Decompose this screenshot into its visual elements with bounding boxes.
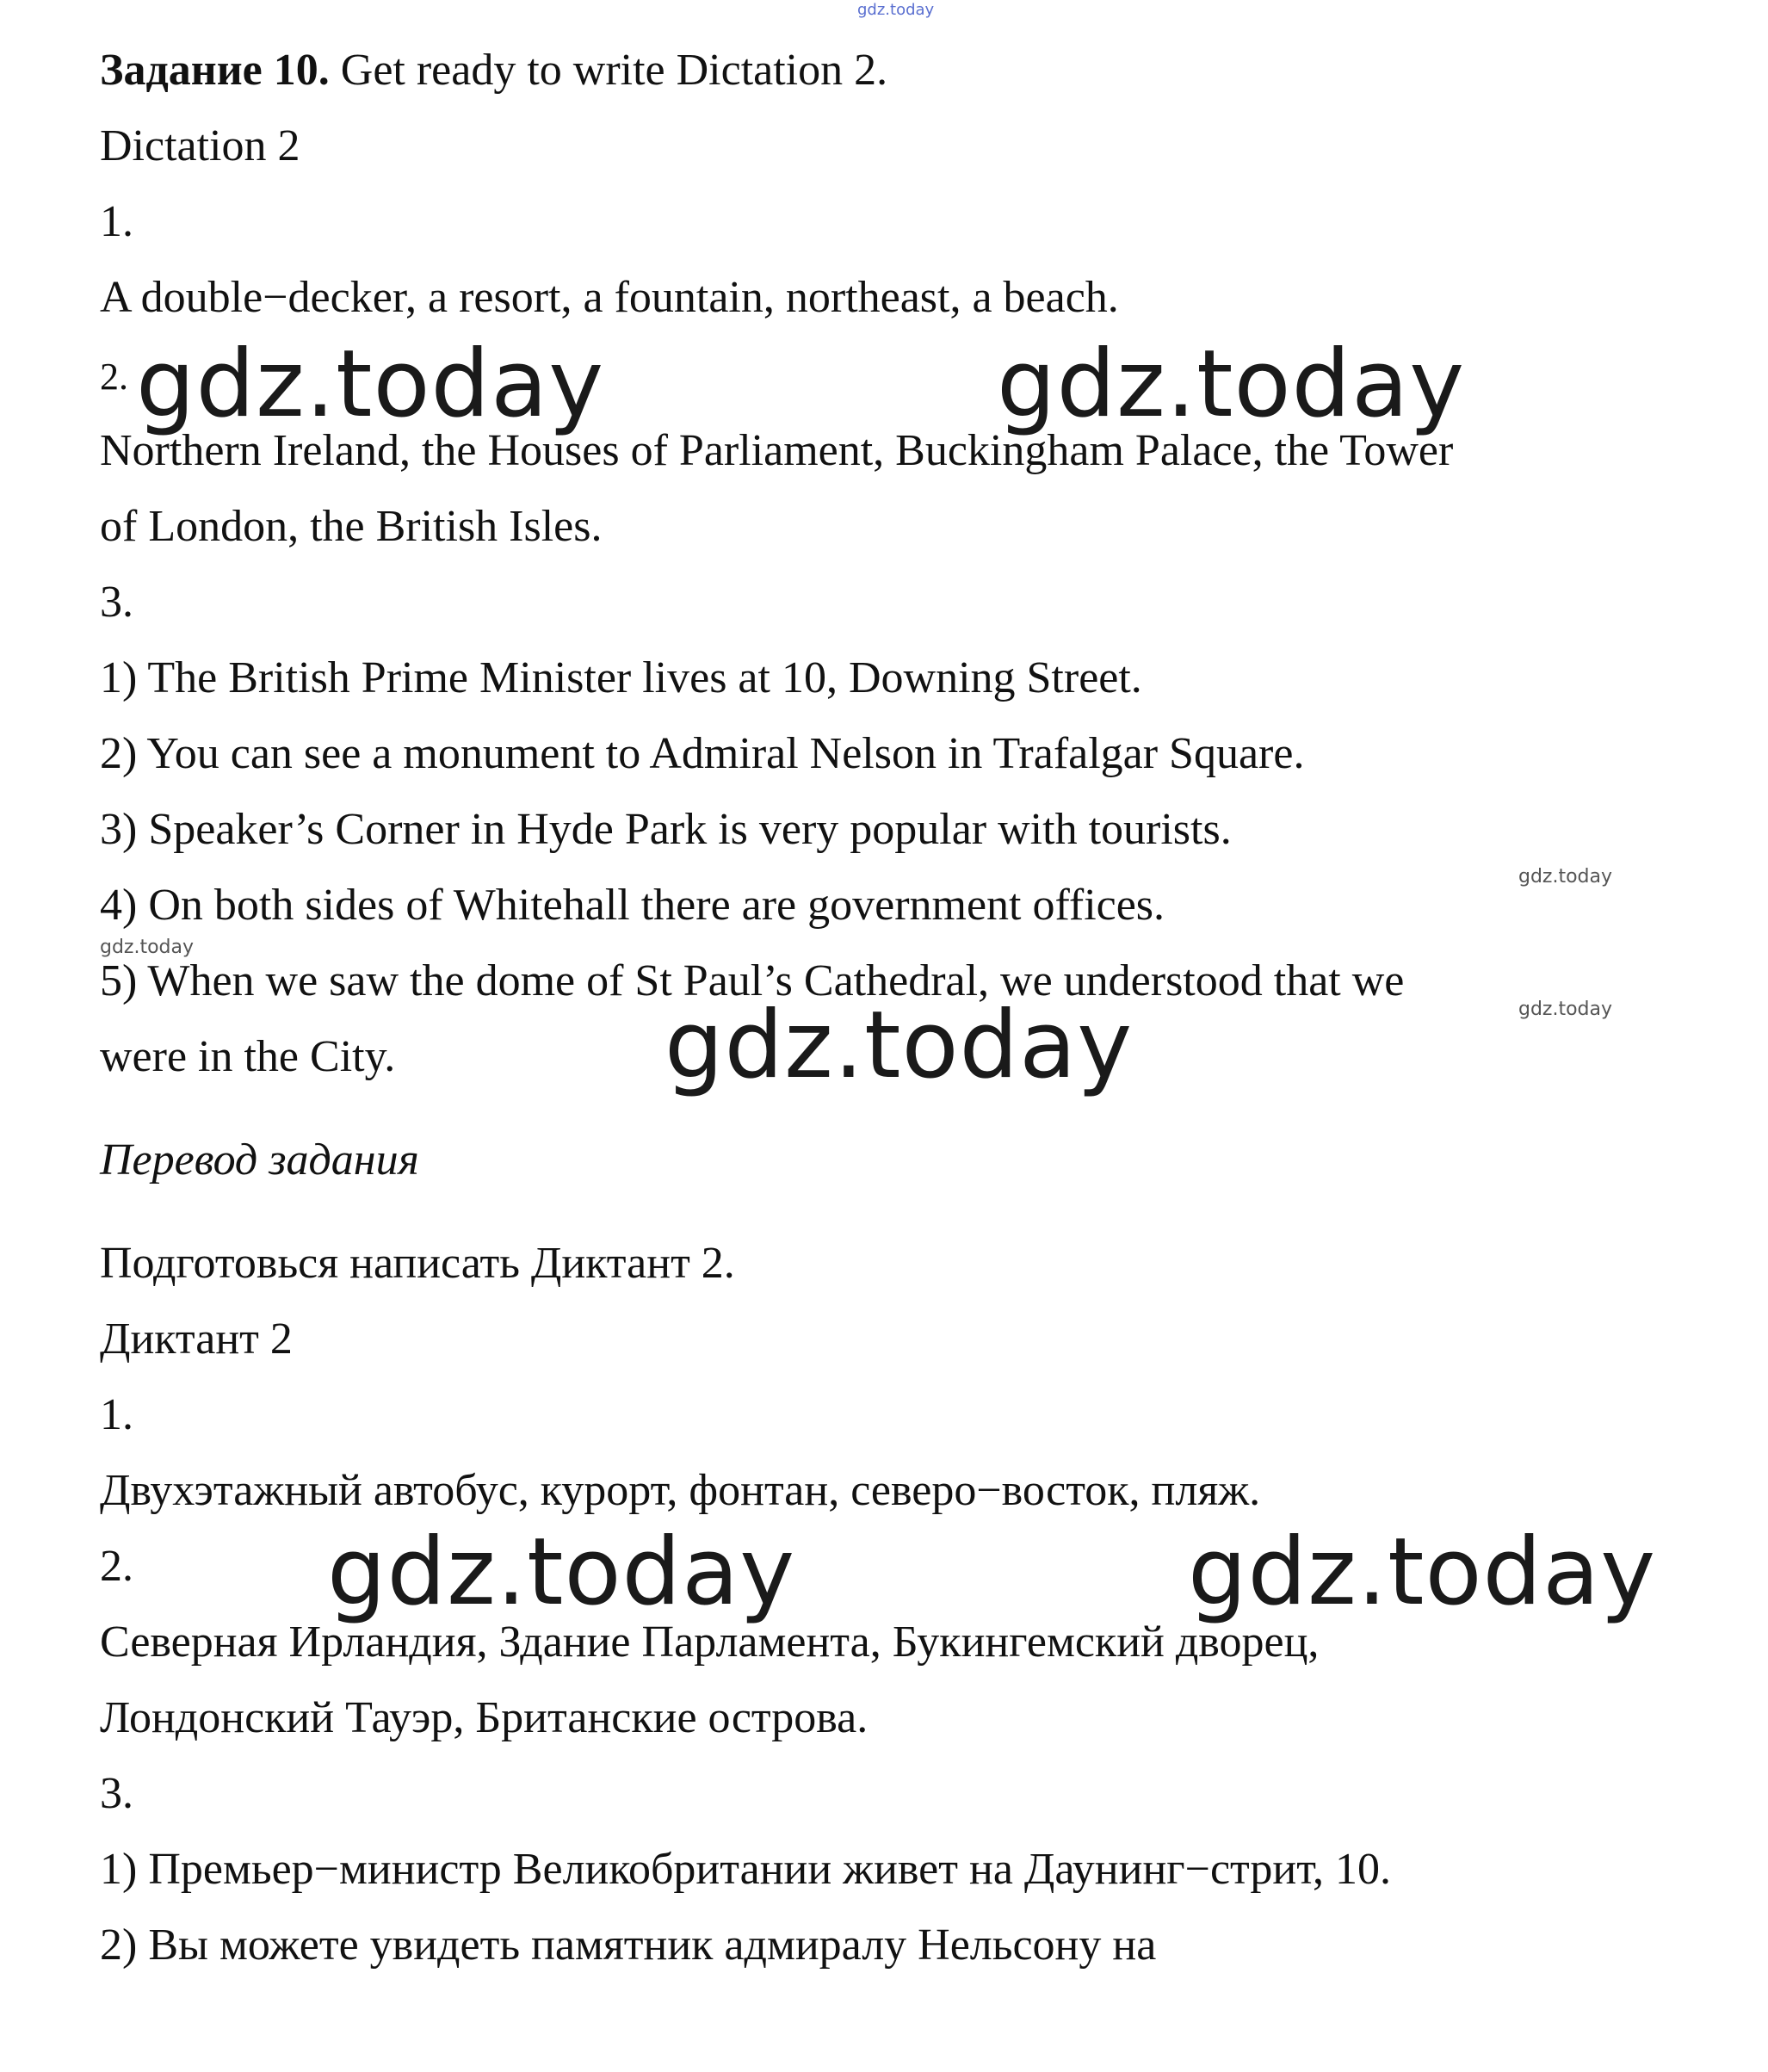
en-section-2-line: of London, the British Isles. — [100, 502, 603, 551]
watermark-large: gdz.today — [665, 992, 1134, 1099]
en-sentence: 4) On both sides of Whitehall there are government offices. — [100, 881, 1165, 930]
watermark-small: gdz.today — [1518, 999, 1613, 1020]
watermark-large: gdz.today — [327, 1518, 796, 1626]
en-section-1-number: 1. — [100, 197, 133, 246]
en-sentence: 2) You can see a monument to Admiral Nelson in Trafalgar Square. — [100, 729, 1305, 778]
watermark-large: gdz.today — [997, 331, 1466, 438]
en-section-2-line: Northern Ireland, the Houses of Parliament, Buckingham Palace, the Tower — [100, 426, 1454, 475]
ru-section-2-line: Лондонский Тауэр, Британские острова. — [100, 1693, 869, 1742]
en-sentence: were in the City. — [100, 1032, 396, 1081]
ru-section-2-line: Северная Ирландия, Здание Парламента, Букингемский дворец, — [100, 1617, 1320, 1667]
watermark-top: gdz.today — [857, 1, 935, 19]
en-section-3-number: 3. — [100, 578, 133, 627]
ru-section-1-text: Двухэтажный автобус, курорт, фонтан, северо−восток, пляж. — [100, 1466, 1261, 1515]
ru-title: Диктант 2 — [100, 1314, 293, 1364]
watermark-large: gdz.today — [136, 331, 605, 438]
ru-sentence: 2) Вы можете увидеть памятник адмиралу Нельсону на — [100, 1920, 1157, 1970]
ru-sentence: 1) Премьер−министр Великобритании живет на Даунинг−стрит, 10. — [100, 1845, 1392, 1894]
ru-instruction: Подготовься написать Диктант 2. — [100, 1239, 735, 1288]
en-section-1-text: A double−decker, a resort, a fountain, northeast, a beach. — [100, 273, 1119, 322]
ru-section-1-number: 1. — [100, 1390, 133, 1439]
watermark-small: gdz.today — [100, 937, 195, 958]
watermark-large: gdz.today — [1188, 1518, 1657, 1626]
ru-section-3-number: 3. — [100, 1769, 133, 1818]
en-section-2-number: 2. — [100, 356, 128, 398]
ru-section-2-number: 2. — [100, 1542, 133, 1591]
en-sentence: 1) The British Prime Minister lives at 10, Downing Street. — [100, 653, 1142, 702]
dictation-title: Dictation 2 — [100, 121, 300, 170]
watermark-small: gdz.today — [1518, 866, 1613, 888]
en-sentence: 5) When we saw the dome of St Paul’s Cathedral, we understood that we — [100, 956, 1405, 1005]
translation-heading: Перевод задания — [100, 1135, 419, 1184]
task-heading — [100, 45, 887, 96]
task-instruction: Get ready to write Dictation 2. — [329, 46, 888, 95]
task-label: Задание 10. — [100, 46, 330, 95]
en-sentence: 3) Speaker’s Corner in Hyde Park is very popular with tourists. — [100, 805, 1232, 854]
